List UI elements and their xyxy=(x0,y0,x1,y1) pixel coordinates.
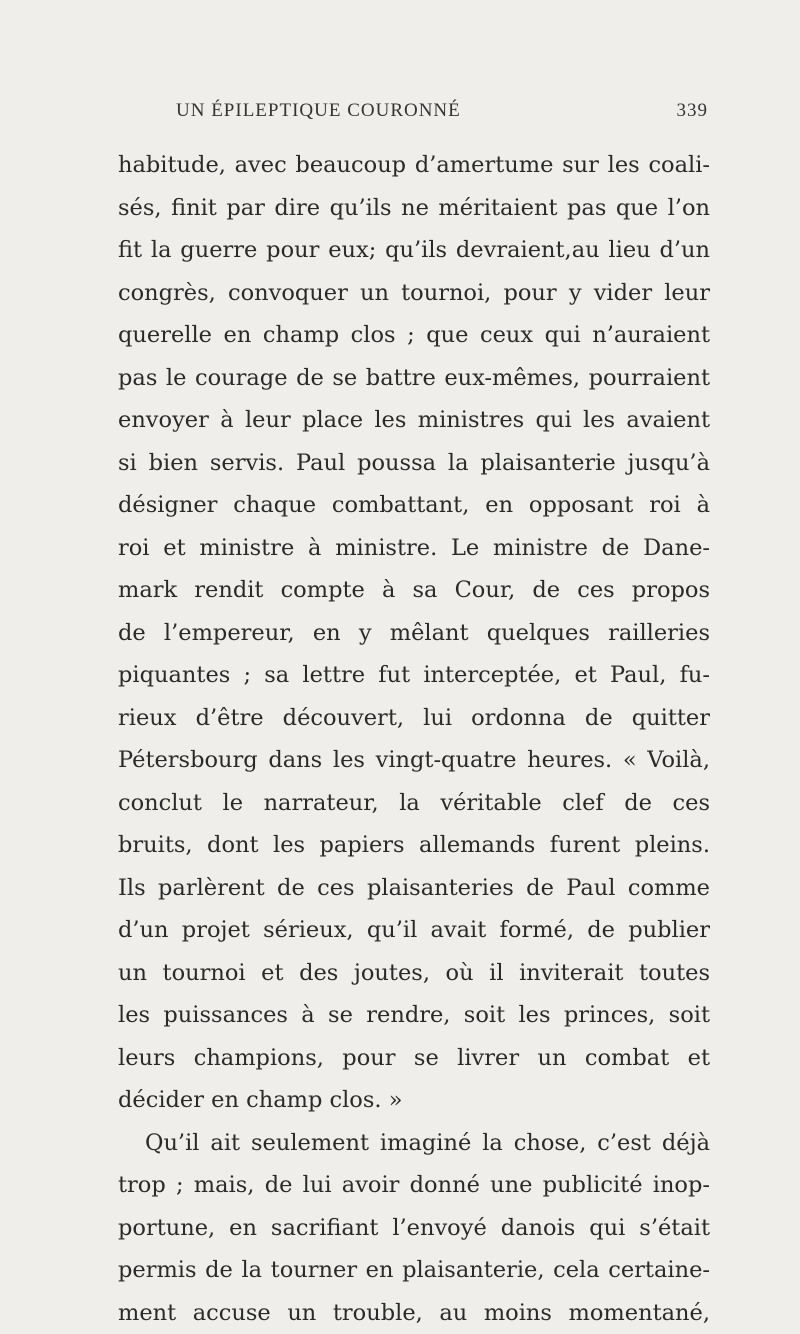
text-line: trop ; mais, de lui avoir donné une publicité inop- xyxy=(118,1164,710,1207)
text-line: congrès, convoquer un tournoi, pour y vider leur xyxy=(118,272,710,315)
text-line: sés, finit par dire qu’ils ne méritaient pas que l’on xyxy=(118,187,710,230)
text-line: envoyer à leur place les ministres qui les avaient xyxy=(118,399,710,442)
text-line: portune, en sacrifiant l’envoyé danois qui s’était xyxy=(118,1207,710,1250)
paragraph-end-line: décider en champ clos. » xyxy=(118,1079,710,1122)
text-line: d’un projet sérieux, qu’il avait formé, de publier xyxy=(118,909,710,952)
text-line: un tournoi et des joutes, où il inviterait toutes xyxy=(118,952,710,995)
text-line: roi et ministre à ministre. Le ministre de Dane- xyxy=(118,527,710,570)
text-line: habitude, avec beaucoup d’amertume sur les coali- xyxy=(118,144,710,187)
text-line: leurs champions, pour se livrer un combat et xyxy=(118,1037,710,1080)
text-line: bruits, dont les papiers allemands furent pleins. xyxy=(118,824,710,867)
text-line: si bien servis. Paul poussa la plaisanterie jusqu’à xyxy=(118,442,710,485)
text-line: piquantes ; sa lettre fut interceptée, et Paul, fu- xyxy=(118,654,710,697)
running-title: UN ÉPILEPTIQUE COURONNÉ xyxy=(176,100,461,122)
text-line: Pétersbourg dans les vingt-quatre heures. « Voilà, xyxy=(118,739,710,782)
text-line: Ils parlèrent de ces plaisanteries de Paul comme xyxy=(118,867,710,910)
text-line: fit la guerre pour eux; qu’ils devraient,au lieu d’un xyxy=(118,229,710,272)
text-line: ment accuse un trouble, au moins momentané, xyxy=(118,1292,710,1334)
text-line: conclut le narrateur, la véritable clef de ces xyxy=(118,782,710,825)
page-number: 339 xyxy=(677,100,709,122)
text-line: les puissances à se rendre, soit les princes, soit xyxy=(118,994,710,1037)
text-line: pas le courage de se battre eux-mêmes, pourraient xyxy=(118,357,710,400)
running-header xyxy=(118,100,708,128)
body-text xyxy=(118,144,710,1334)
text-line: de l’empereur, en y mêlant quelques railleries xyxy=(118,612,710,655)
paragraph-start-line: Qu’il ait seulement imaginé la chose, c’est déjà xyxy=(118,1122,710,1165)
text-line: mark rendit compte à sa Cour, de ces propos xyxy=(118,569,710,612)
text-line: rieux d’être découvert, lui ordonna de quitter xyxy=(118,697,710,740)
text-line: querelle en champ clos ; que ceux qui n’auraient xyxy=(118,314,710,357)
text-line: désigner chaque combattant, en opposant roi à xyxy=(118,484,710,527)
text-line: permis de la tourner en plaisanterie, cela certaine- xyxy=(118,1249,710,1292)
